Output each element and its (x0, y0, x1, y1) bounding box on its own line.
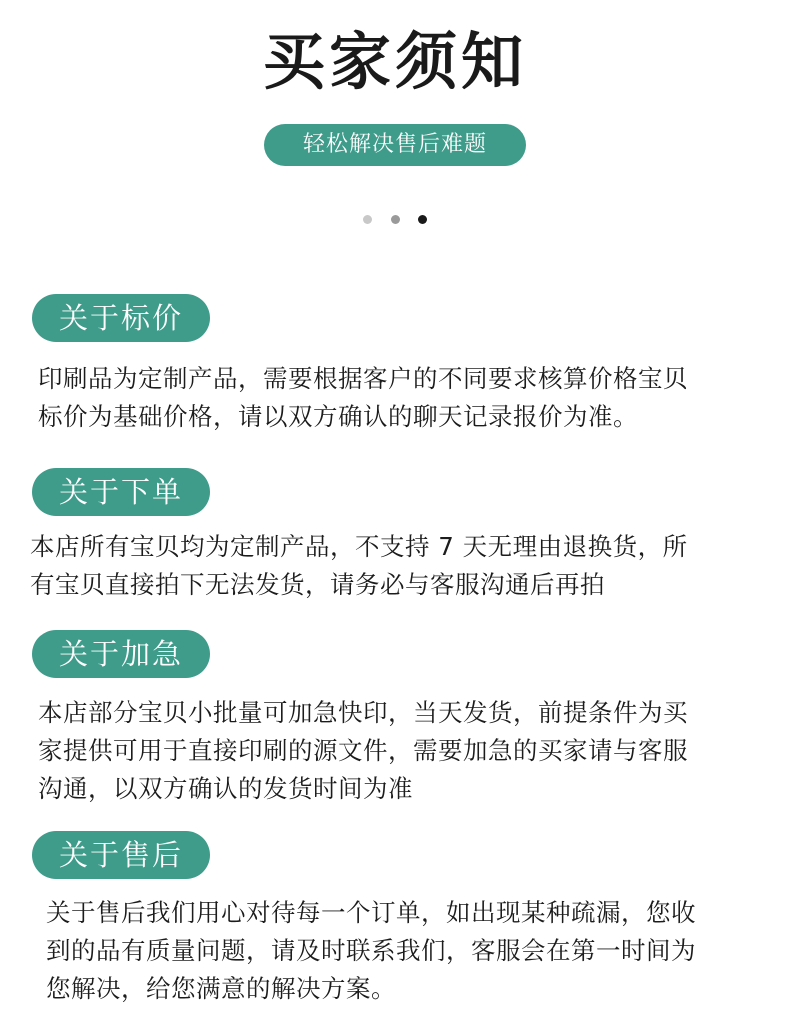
text-line: 本店所有宝贝均为定制产品，不支持 7 天无理由退换货，所 (30, 532, 688, 561)
section-body-ordering (30, 528, 688, 604)
text-line: 您解决，给您满意的解决方案。 (46, 974, 396, 1003)
page-title: 买家须知 (262, 25, 527, 98)
carousel-indicator (0, 215, 790, 227)
text-line: 家提供可用于直接印刷的源文件，需要加急的买家请与客服 (38, 736, 688, 765)
carousel-dot[interactable] (363, 215, 372, 224)
subtitle-badge: 轻松解决售后难题 (264, 124, 526, 166)
text-line: 标价为基础价格，请以双方确认的聊天记录报价为准。 (38, 402, 638, 431)
text-line: 本店部分宝贝小批量可加急快印，当天发货，前提条件为买 (38, 698, 688, 727)
section-heading-after-sales: 关于售后 (32, 831, 210, 879)
text-line: 沟通，以双方确认的发货时间为准 (38, 774, 413, 803)
section-heading-rush: 关于加急 (32, 630, 210, 678)
section-body-pricing (38, 360, 688, 436)
section-body-rush (38, 694, 688, 808)
text-line: 到的品有质量问题，请及时联系我们，客服会在第一时间为 (46, 936, 696, 965)
carousel-dot-active[interactable] (418, 215, 427, 224)
carousel-dot[interactable] (391, 215, 400, 224)
section-heading-ordering: 关于下单 (32, 468, 210, 516)
text-line: 关于售后我们用心对待每一个订单，如出现某种疏漏，您收 (46, 898, 696, 927)
text-line: 印刷品为定制产品，需要根据客户的不同要求核算价格宝贝 (38, 364, 688, 393)
section-body-after-sales (46, 894, 696, 1008)
section-heading-pricing: 关于标价 (32, 294, 210, 342)
text-line: 有宝贝直接拍下无法发货，请务必与客服沟通后再拍 (30, 570, 605, 599)
